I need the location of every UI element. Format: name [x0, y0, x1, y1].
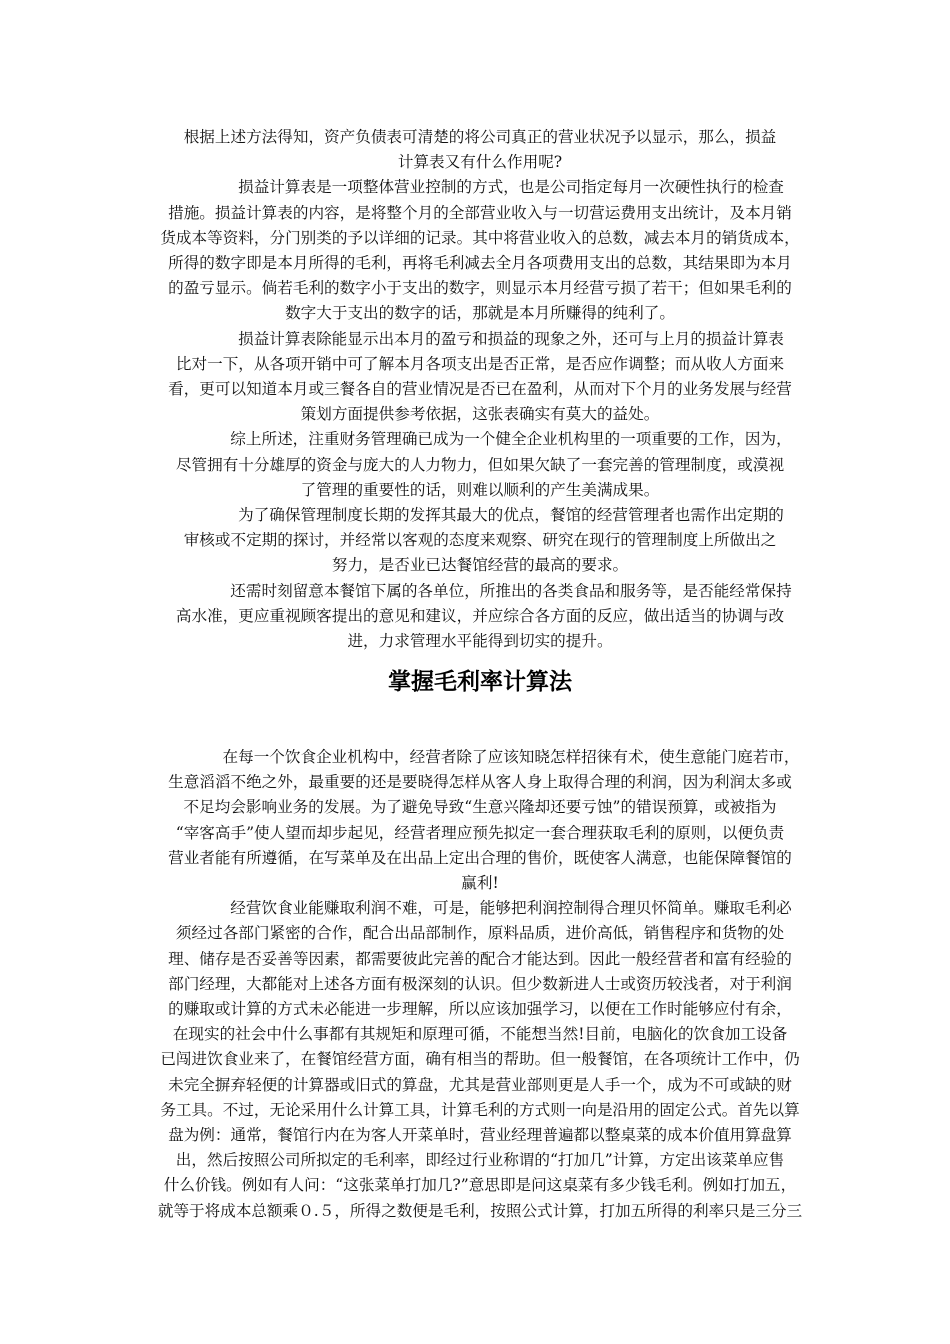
s1-line: 高水准，更应重视顾客提出的意见和建议，并应综合各方面的反应，做出适当的协调与改 — [175, 606, 785, 625]
s2-line: 已闯进饮食业来了，在餐馆经营方面，确有相当的帮助。但一般餐馆，在各项统计工作中，仍 — [160, 1050, 800, 1069]
s1-line: 努力，是否业已达餐馆经营的最高的要求。 — [331, 556, 629, 575]
s2-line: 赢利! — [461, 874, 499, 892]
s1-line: 数字大于支出的数字的话，那就是本月所赚得的纯利了。 — [285, 304, 675, 323]
s1-line: 尽管拥有十分雄厚的资金与庞大的人力物力，但如果欠缺了一套完善的管理制度，或漠视 — [175, 455, 785, 474]
s1-line: 进，力求管理水平能得到切实的提升。 — [347, 632, 613, 650]
s2-line: 部门经理，大都能对上述各方面有极深刻的认识。但少数新进人士或资历较浅者，对于利润 — [168, 974, 792, 993]
s2-line: 在每一个饮食企业机构中，经营者除了应该知晓怎样招徕有术，使生意能门庭若市， — [222, 748, 800, 766]
s1-line: 所得的数字即是本月所得的毛利，再将毛利减去全月各项费用支出的总数，其结果即为本月 — [168, 254, 792, 272]
s2-line: 盘为例：通常，餐馆行内在为客人开菜单时，营业经理普遍都以整桌菜的成本价值用算盘算 — [168, 1126, 792, 1144]
s2-line: 什么价钱。例如有人问：“这张菜单打加几?”意思即是问这桌菜有多少钱毛利。例如打加五， — [163, 1176, 797, 1195]
s2-line: 务工具。不过，无论采用什么计算工具，计算毛利的方式则一向是沿用的固定公式。首先以算 — [160, 1100, 800, 1119]
s1-line: 计算表又有什么作用呢? — [397, 153, 563, 172]
s2-line: 就等于将成本总额乘０.５，所得之数便是毛利，按照公式计算，打加五所得的利率只是三分三 — [157, 1201, 803, 1220]
s1-line: 损益计算表是一项整体营业控制的方式，也是公司指定每月一次硬性执行的检查 — [238, 178, 784, 197]
s2-line: 理、储存是否妥善等因素，都需要彼此完善的配合才能达到。因此一般经营者和富有经验的 — [168, 949, 792, 968]
s2-line: 出，然后按照公司所拟定的毛利率，即经过行业称谓的“打加几”计算，方定出该菜单应售 — [175, 1151, 785, 1170]
s2-line: 生意滔滔不绝之外，最重要的还是要晓得怎样从客人身上取得合理的利润，因为利润太多或 — [168, 773, 792, 792]
s1-line: 货成本等资料，分门别类的予以详细的记录。其中将营业收入的总数，减去本月的销货成本， — [160, 228, 800, 247]
s1-line: 根据上述方法得知，资产负债表可清楚的将公司真正的营业状况予以显示，那么，损益 — [183, 128, 777, 146]
s1-line: 措施。损益计算表的内容，是将整个月的全部营业收入与一切营运费用支出统计，及本月销 — [168, 203, 792, 222]
s1-line: 损益计算表除能显示出本月的盈亏和损益的现象之外，还可与上月的损益计算表 — [238, 329, 784, 348]
s2-line: 在现实的社会中什么事都有其规矩和原理可循，不能想当然!目前，电脑化的饮食加工设备 — [172, 1025, 788, 1044]
s1-line: 策划方面提供参考依据，这张表确实有莫大的益处。 — [300, 405, 660, 424]
s2-line: “宰客高手”使人望而却步起见，经营者理应预先拟定一套合理获取毛利的原则，以便负责 — [175, 823, 785, 842]
s1-line: 比对一下，从各项开销中可了解本月各项支出是否正常，是否应作调整；而从收人方面来 — [175, 354, 785, 373]
s2-line: 须经过各部门紧密的合作，配合出品部制作，原料品质，进价高低，销售程序和货物的处 — [175, 924, 785, 943]
s2-line: 经营饮食业能赚取利润不难，可是，能够把利润控制得合理贝怀简单。赚取毛利必 — [230, 899, 792, 918]
section-title: 掌握毛利率计算法 — [388, 669, 572, 695]
s2-line: 未完全摒弃轻便的计算器或旧式的算盘，尤其是营业部则更是人手一个，成为不可或缺的财 — [168, 1075, 792, 1094]
s1-line: 了管理的重要性的话，则难以顺利的产生美满成果。 — [300, 480, 660, 499]
s1-line: 的盈亏显示。倘若毛利的数字小于支出的数字，则显示本月经营亏损了若干；但如果毛利的 — [168, 279, 792, 298]
s1-line: 综上所述，注重财务管理确已成为一个健全企业机构里的一项重要的工作，因为， — [230, 430, 792, 449]
s1-line: 审核或不定期的探讨，并经常以客观的态度来观察、研究在现行的管理制度上所做出之 — [183, 531, 777, 550]
s2-line: 营业者能有所遵循，在写菜单及在出品上定出合理的售价，既使客人满意，也能保障餐馆的 — [168, 848, 792, 867]
s1-line: 看，更可以知道本月或三餐各自的营业情况是否已在盈利，从而对下个月的业务发展与经营 — [168, 380, 792, 398]
s2-line: 的赚取或计算的方式未必能进一步理解，所以应该加强学习，以便在工作时能够应付有余， — [168, 1000, 792, 1018]
s1-line: 还需时刻留意本餐馆下属的各单位，所推出的各类食品和服务等，是否能经常保持 — [230, 581, 792, 600]
s2-line: 不足均会影响业务的发展。为了避免导致“生意兴隆却还要亏蚀”的错误预算，或被指为 — [183, 798, 777, 817]
s1-line: 为了确保管理制度长期的发挥其最大的优点，餐馆的经营管理者也需作出定期的 — [238, 506, 784, 524]
